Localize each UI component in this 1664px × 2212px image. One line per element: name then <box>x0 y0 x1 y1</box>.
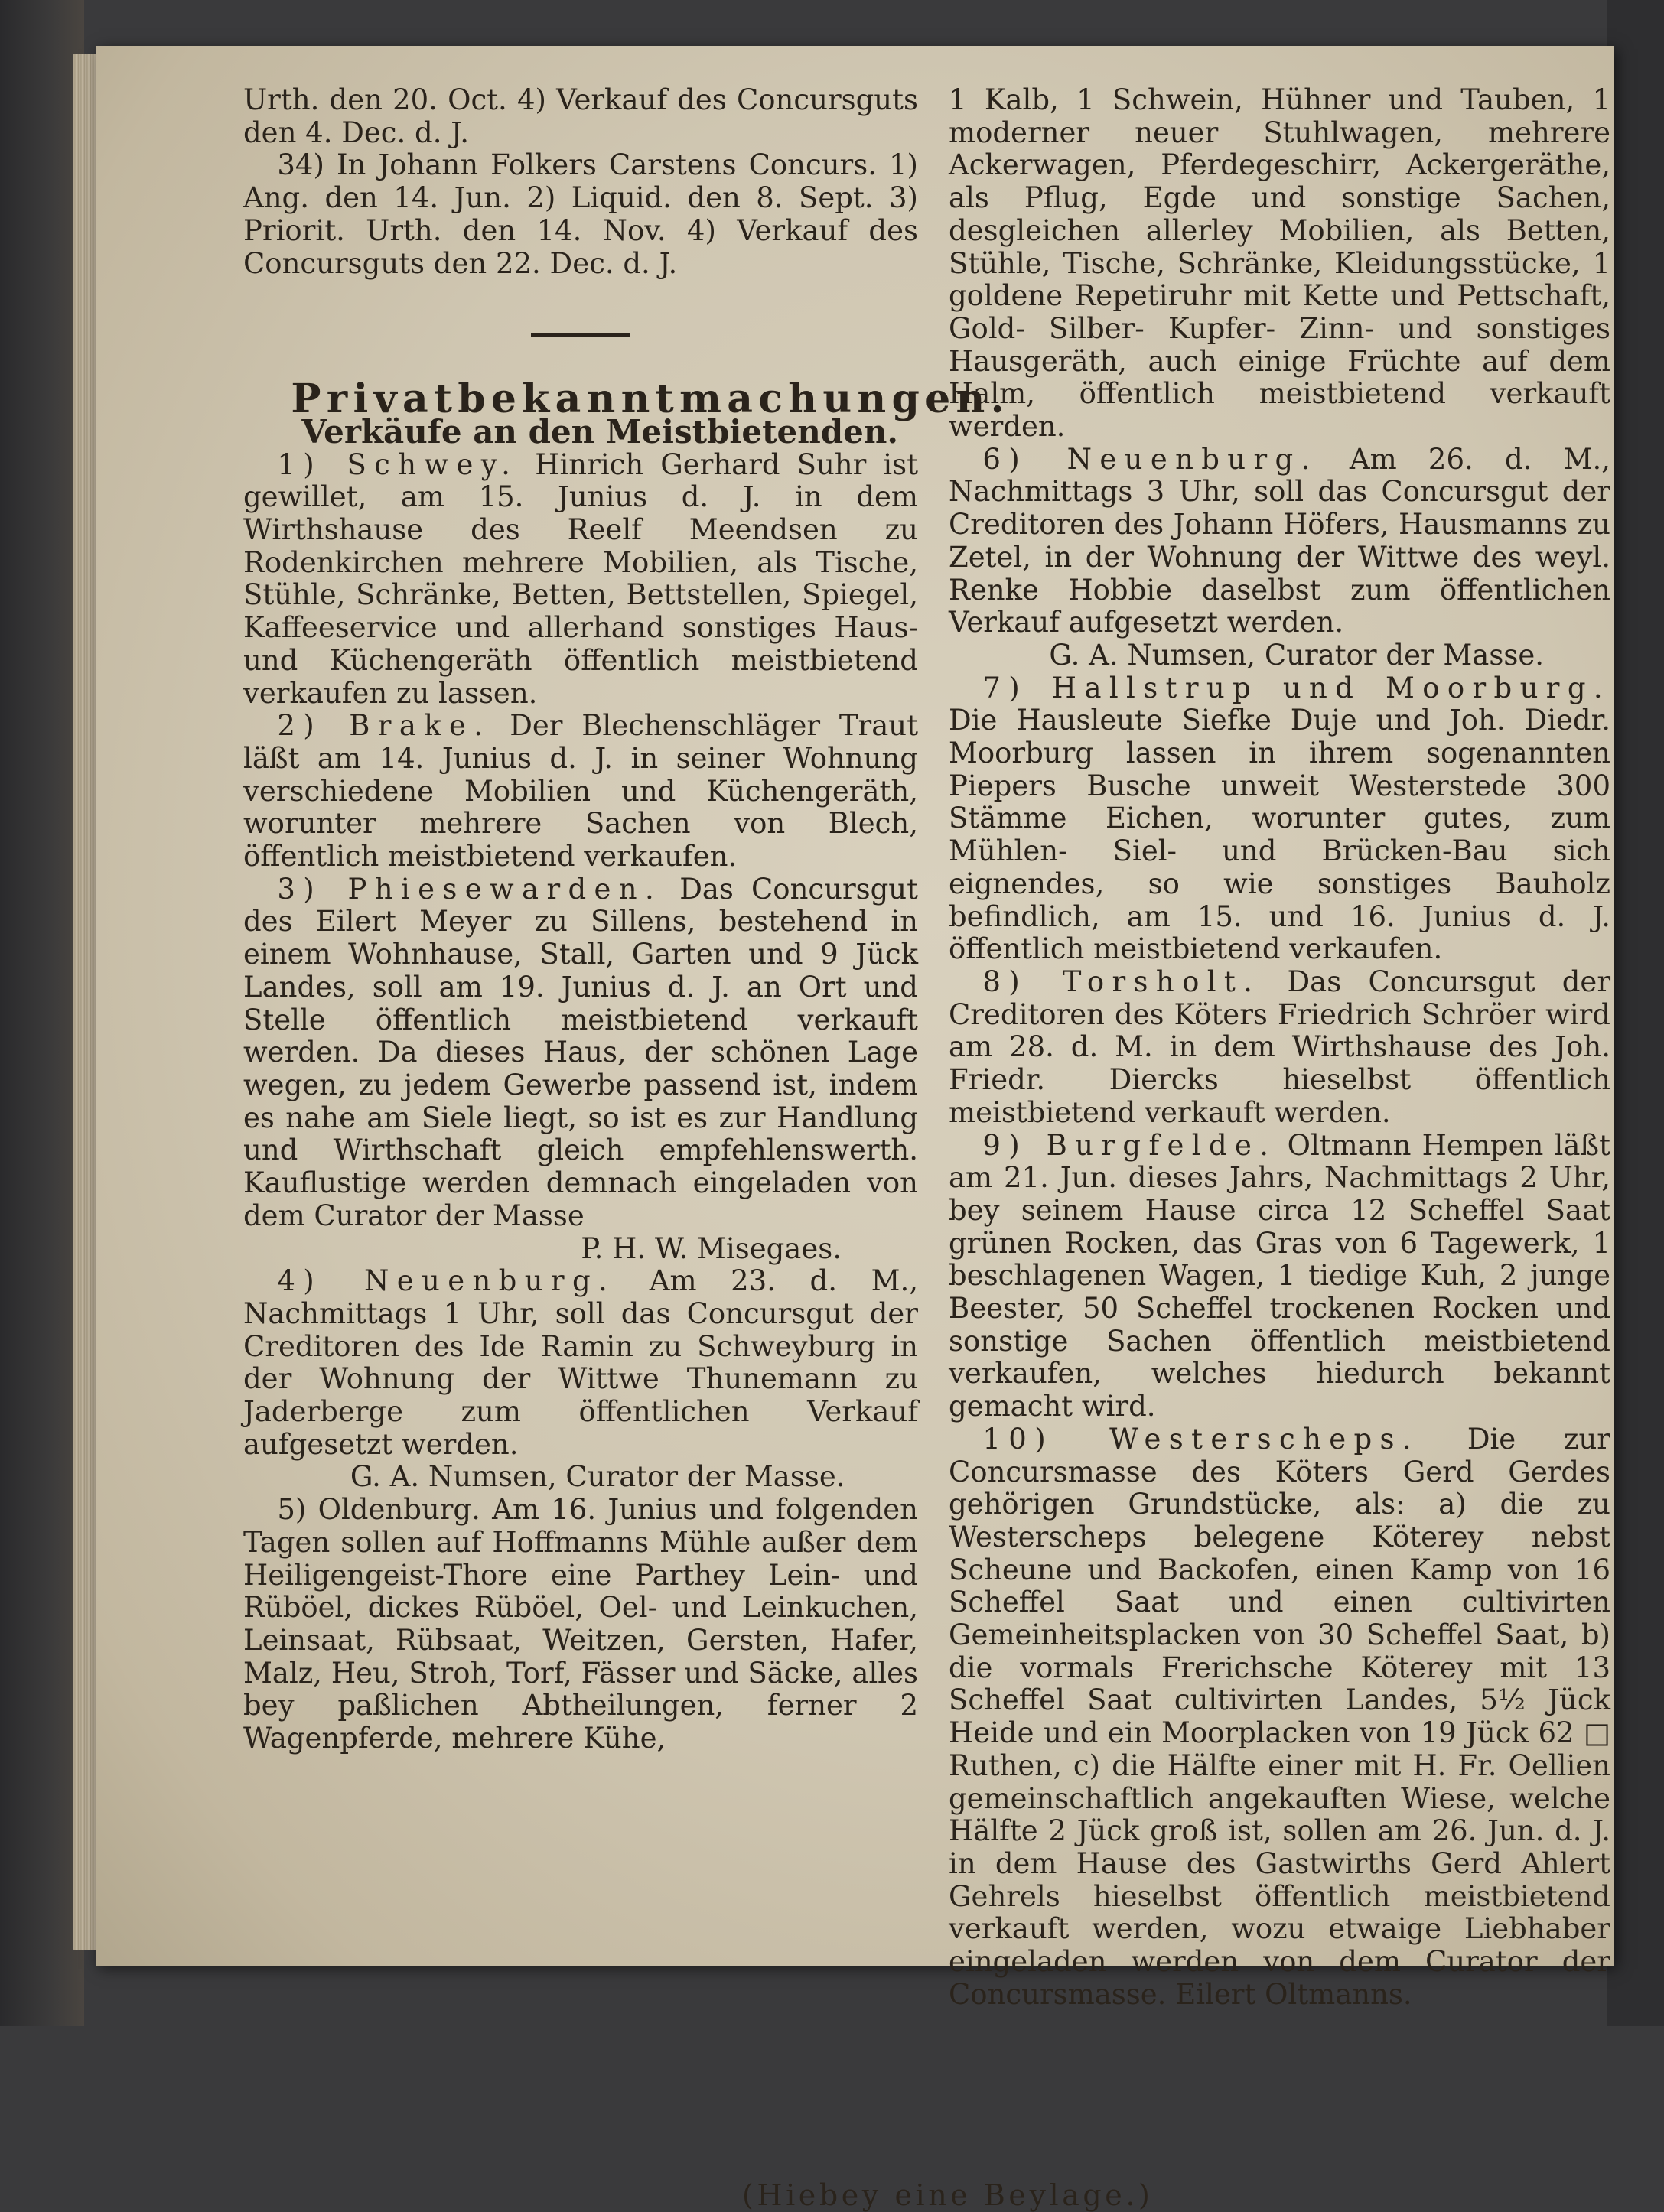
entry-place: 6) Neuenburg. <box>982 442 1318 476</box>
section-divider <box>531 333 630 337</box>
entry-place: 9) Burgfelde. <box>982 1128 1277 1162</box>
entry-text: Am 16. Junius und folgenden Tagen sollen auf Hoffmanns Mühle außer dem Heiligengeist-Thore eine Parthey Lein- und Rüböel, dickes Rüböel, Oel- und Leinkuchen, Leinsaat, Rübsaat, Weitzen, Gersten, Hafer, Malz, Heu, Stroh, Torf, Fässer und Säcke, alles bey paßlichen Abtheilungen, ferner 2 Wagenpferde, mehrere Kühe, <box>243 1493 919 1755</box>
entry-text: Das Concursgut des Eilert Meyer zu Sillens, bestehend in einem Wohnhause, Stall, Garten und 9 Jück Landes, soll am 19. Junius d. J. an Ort und Stelle öffentlich meistbietend verkauft werden. Da dieses Haus, der schönen Lage wegen, zu jedem Gewerbe passend ist, indem es nahe am Siele liegt, so ist es zur Handlung und Wirthschaft gleich empfehlenswerth. Kauflustige werden demnach eingeladen von dem Curator der Masse <box>243 872 919 1232</box>
notice-34: 34) In Johann Folkers Carstens Concurs. 1) Ang. den 14. Jun. 2) Liquid. den 8. Sept. 3) Priorit. Urth. den 14. Nov. 4) Verkauf des Concursguts den 22. Dec. d. J. <box>243 148 918 280</box>
entry-signature: P. H. W. Misegaes. <box>581 1231 842 1265</box>
entry-place: 8) Torsholt. <box>982 964 1261 998</box>
entry-text: Oltmann Hempen läßt am 21. Jun. dieses Jahrs, Nachmittags 2 Uhr, bey seinem Hause circa 12 Scheffel Saat grünen Rocken, das Gras von 6 Tagewerk, 1 beschlagenen Wagen, 1 tiedige Kuh, 2 junge Beester, 50 Scheffel trockenen Rocken und sonstige Sachen öffentlich meistbietend verkaufen, welches hiedurch bekannt gemacht wird. <box>949 1128 1611 1423</box>
sale-entry <box>243 710 918 873</box>
entry-text: Die Hausleute Siefke Duje und Joh. Diedr. Moorburg lassen in ihrem sogenannten Piepers Busche unweit Westerstede 300 Stämme Eichen, worunter gutes, zum Mühlen- Siel- und Brücken-Bau sich eignendes, so wie sonstiges Bauholz befindlich, am 15. und 16. Junius d. J. öffentlich meistbietend verkaufen. <box>949 704 1610 966</box>
continued-text: 1 Kalb, 1 Schwein, Hühner und Tauben, 1 moderner neuer Stuhlwagen, mehrere Ackerwagen, Pferdegeschirr, Ackergeräthe, als Pflug, Egde und sonstige Sachen, desgleichen allerley Mobilien, als Betten, Stühle, Tische, Schränke, Kleidungsstücke, 1 goldene Repetiruhr mit Kette und Pettschaft, Gold- Silber- Kupfer- Zinn- und sonstiges Hausgeräth, auch einige Früchte auf dem Halm, öffentlich meistbietend verkauft werden. <box>949 83 1610 444</box>
entry-signature: Eilert Oltmanns. <box>1175 1977 1412 2011</box>
sale-entry <box>949 672 1610 966</box>
entry-place: 1) Schwey. <box>277 447 519 481</box>
right-column <box>949 84 1610 2011</box>
entry-signature: G. A. Numsen, Curator der Masse. <box>1049 638 1544 672</box>
book-spine <box>0 0 84 2026</box>
sale-entry <box>243 873 918 1233</box>
entry-place: 2) Brake. <box>277 709 491 743</box>
entry-place: 4) Neuenburg. <box>277 1264 616 1298</box>
continued-text: Urth. den 20. Oct. 4) Verkauf des Concursguts den 4. Dec. d. J. <box>243 83 918 149</box>
sale-entry <box>243 1265 918 1461</box>
section-subheading: Verkäufe an den Meistbietenden. <box>301 412 898 451</box>
sale-entry <box>949 444 1610 639</box>
entry-text: Am 23. d. M., Nachmittags 1 Uhr, soll das Concursgut der Creditoren des Ide Ramin zu Schweyburg in der Wohnung der Wittwe Thunemann zu Jaderberge zum öffentlichen Verkauf aufgesetzt werden. <box>243 1264 918 1461</box>
sale-entry <box>243 449 918 711</box>
entry-place: 7) Hallstrup und Moorburg. <box>982 671 1610 704</box>
sale-entry <box>949 1130 1610 1423</box>
entry-text: Hinrich Gerhard Suhr ist gewillet, am 15. Junius d. J. in dem Wirthshause des Reelf Meendsen zu Rodenkirchen mehrere Mobilien, als Tische, Stühle, Schränke, Betten, Bettstellen, Spiegel, Kaffeeservice und allerhand sonstiges Haus- und Küchengeräth öffentlich meistbietend verkaufen zu lassen. <box>243 447 918 710</box>
entry-place: 3) Phiesewarden. <box>277 872 663 906</box>
left-column <box>243 83 1010 1755</box>
background-edge <box>1607 0 1664 2026</box>
entry-text: Die zur Concursmasse des Köters Gerd Gerdes gehörigen Grundstücke, als: a) die zu Westerscheps belegene Köterey nebst Scheune und Backofen, einen Kamp von 16 Scheffel Saat und einen cultivirten Gemeinheitsplacken von 30 Scheffel Saat, b) die vormals Frerichsche Köterey mit 13 Scheffel Saat cultivirten Landes, 5½ Jück Heide und ein Moorplacken von 19 Jück 62 □ Ruthen, c) die Hälfte einer mit H. Fr. Oellien gemeinschaftlich angekauften Wiese, welche Hälfte 2 Jück groß ist, sollen am 26. Jun. d. J. in dem Hause des Gastwirths Gerd Ahlert Gehrels hieselbst öffentlich meistbietend verkauft werden, wozu etwaige Liebhaber eingeladen werden von dem Curator der Concursmasse. <box>949 1422 1610 2011</box>
sale-entry <box>949 966 1610 1130</box>
entry-text: Der Blechenschläger Traut läßt am 14. Junius d. J. in seiner Wohnung verschiedene Mobilien und Küchengeräth, worunter mehrere Sachen von Blech, öffentlich meistbietend verkaufen. <box>243 709 919 873</box>
entry-signature: G. A. Numsen, Curator der Masse. <box>350 1460 845 1494</box>
entry-place: 10) Westerscheps. <box>982 1422 1420 1456</box>
entry-text: Das Concursgut der Creditoren des Köters Friedrich Schröer wird am 28. d. M. in dem Wirthshause des Joh. Friedr. Diercks hieselbst öffentlich meistbietend verkauft werden. <box>949 964 1611 1129</box>
section-heading: Privatbekanntmachungen. <box>291 376 1010 423</box>
sale-entry <box>243 1494 918 1755</box>
sale-entry <box>949 1423 1610 2012</box>
entry-place: 5) Oldenburg. <box>277 1493 480 1527</box>
entry-text: Am 26. d. M., Nachmittags 3 Uhr, soll das Concursgut der Creditoren des Johann Höfers, Hausmanns zu Zetel, in der Wohnung der Wittwe des weyl. Renke Hobbie daselbst zum öffentlichen Verkauf aufgesetzt werden. <box>949 442 1610 639</box>
supplement-note: (Hiebey eine Beylage.) <box>742 2178 1154 2212</box>
